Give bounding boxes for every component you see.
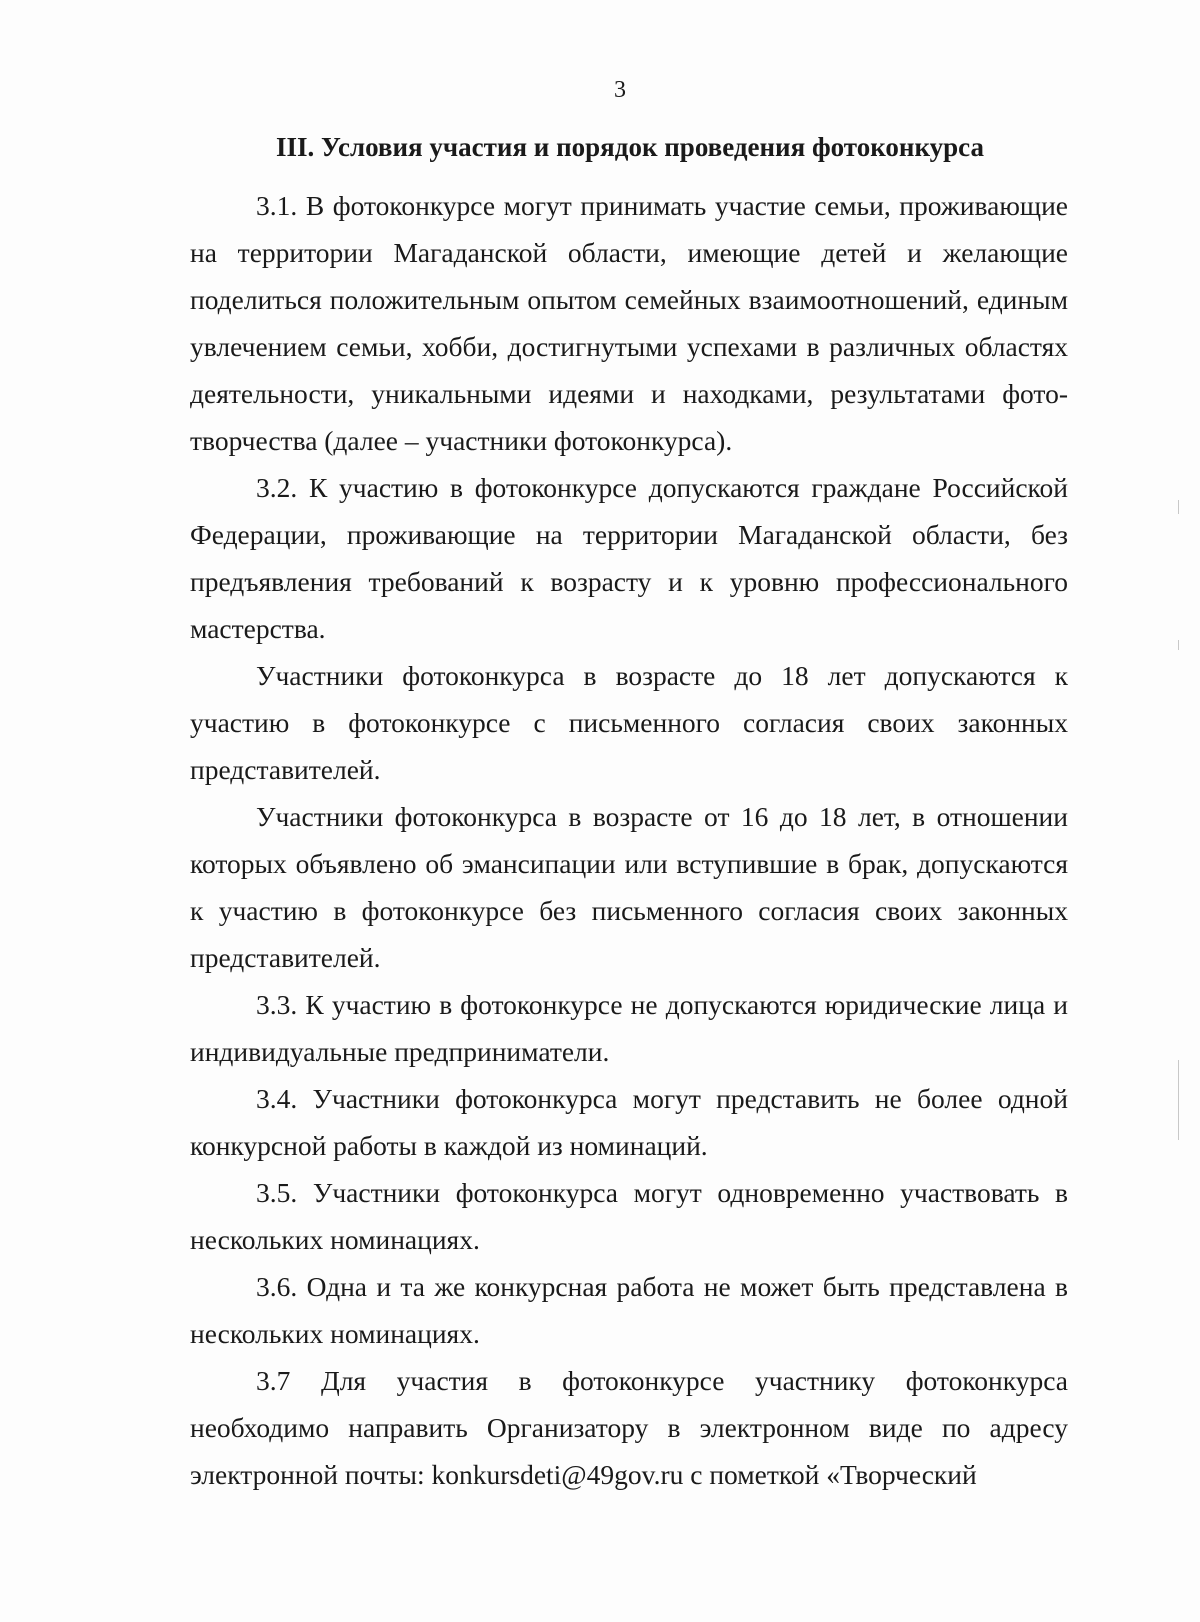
document-body [190,182,1068,1498]
scan-artifact-mark [1178,640,1179,650]
paragraph-3-6: 3.6. Одна и та же конкурсная работа не может быть представлена в нескольких номинациях. [190,1271,1068,1349]
scan-artifact-mark [1178,1060,1179,1140]
paragraph-3-7: 3.7 Для участия в фотоконкурсе участнику фотоконкурса необходимо направить Организатору в электронном виде по адресу электронной почты: konkursdeti@49gov.ru с пометкой «Творческий [190,1365,1068,1490]
paragraph-16-to-18: Участники фотоконкурса в возрасте от 16 до 18 лет, в отношении которых объявлено об эмансипации или вступившие в брак, допускаются к участию в фотоконкурсе без письменного согласия своих законных представителей. [190,801,1068,973]
section-heading: III. Условия участия и порядок проведения фотоконкурса [276,132,984,162]
paragraph-3-4: 3.4. Участники фотоконкурса могут представить не более одной конкурсной работы в каждой из номинаций. [190,1083,1068,1161]
paragraph-3-5: 3.5. Участники фотоконкурса могут одновременно участвовать в нескольких номинациях. [190,1177,1068,1255]
paragraph-under-18: Участники фотоконкурса в возрасте до 18 лет допускаются к участию в фотоконкурсе с письменного согласия своих законных представителей. [190,660,1068,785]
paragraph-3-3: 3.3. К участию в фотоконкурсе не допускаются юридические лица и индивидуальные предприниматели. [190,989,1068,1067]
paragraph-3-2: 3.2. К участию в фотоконкурсе допускаются граждане Российской Федерации, проживающие на территории Магаданской области, без предъявления требований к возрасту и к уровню профессионального мастерства. [190,472,1068,644]
scan-artifact-mark [1178,500,1179,514]
paragraph-3-1: 3.1. В фотоконкурсе могут принимать участие семьи, проживающие на территории Магаданской области, имеющие детей и желающие поделиться положительным опытом семейных взаимоотношений, единым увлечением семьи, хобби, достигнутыми успехами в различных областях деятельности, уникальными идеями и находками, результатами фото-творчества (далее – участники фотоконкурса). [190,190,1068,456]
page-number: 3 [614,77,626,103]
